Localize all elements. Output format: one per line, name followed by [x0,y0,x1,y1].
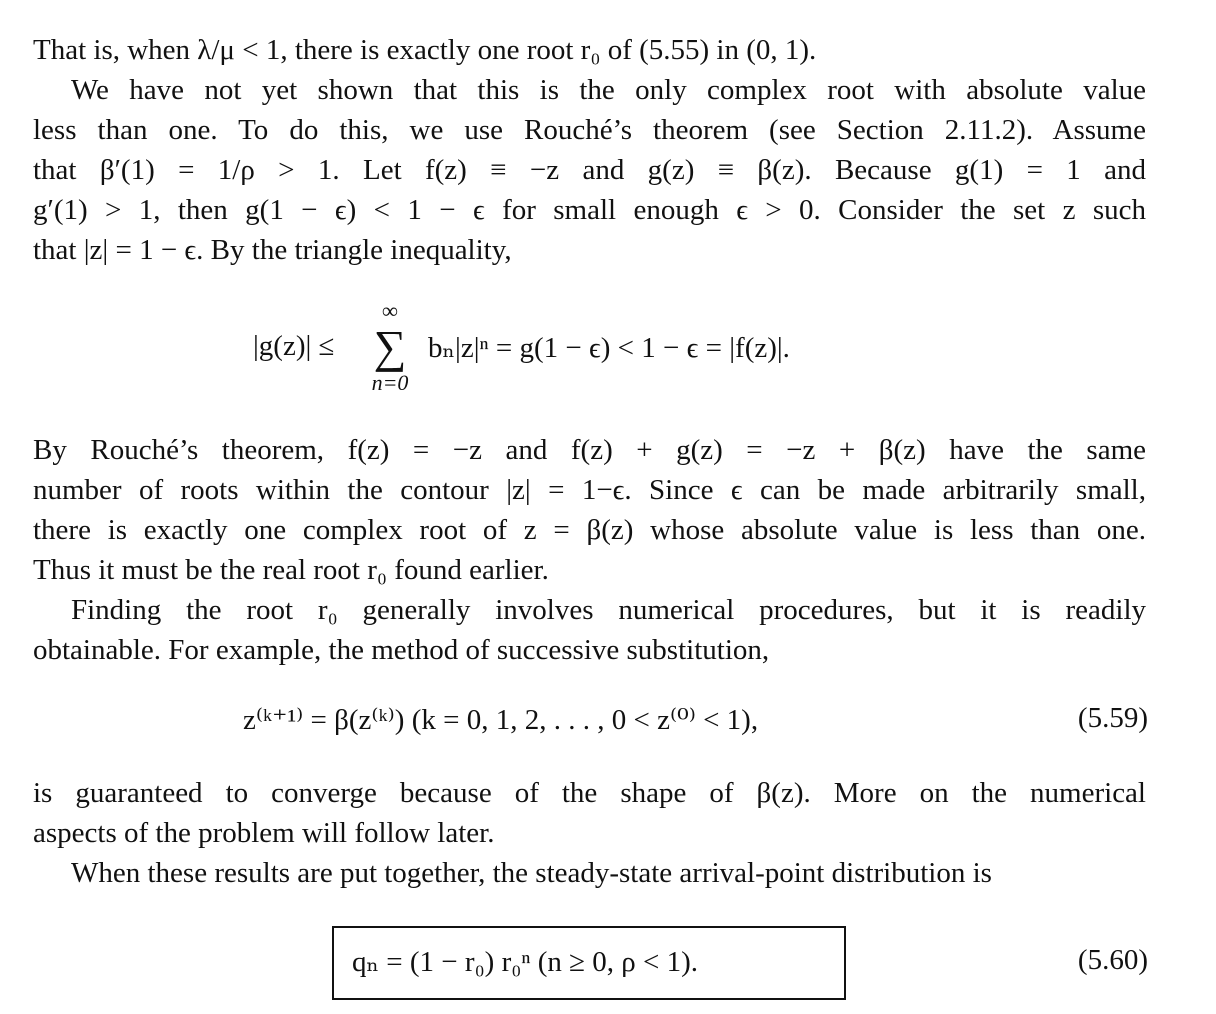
text-line: We have not yet shown that this is the only complex root with absolute value [71,74,1146,106]
paragraph-2 [33,70,1146,270]
text-line: aspects of the problem will follow later. [33,817,495,849]
text-line: less than one. To do this, we use Rouché’s theorem (see Section 2.11.2). Assume [33,114,1146,146]
text-line: is guaranteed to converge because of the shape of β(z). More on the numerical [33,777,1146,809]
text-line: Thus it must be the real root r₀ found earlier. [33,554,549,586]
text-line: there is exactly one complex root of z = β(z) whose absolute value is less than one. [33,514,1146,546]
text-line: obtainable. For example, the method of successive substitution, [33,634,770,666]
text-line: When these results are put together, the steady-state arrival-point distribution is [71,857,992,889]
summation-upper-limit: ∞ [382,298,398,323]
text-line: Finding the root r₀ generally involves numerical procedures, but it is readily [71,594,1146,626]
text-line: that β′(1) = 1/ρ > 1. Let f(z) ≡ −z and g(z) ≡ β(z). Because g(1) = 1 and [33,154,1146,186]
equation-5-60: qₙ = (1 − r₀) r₀ⁿ (n ≥ 0, ρ < 1). [352,946,699,978]
paragraph-1 [33,30,1146,70]
summation-operator [360,300,420,394]
paragraph-5 [33,773,1146,853]
paragraph-4 [33,590,1146,670]
equation-number-5-60: (5.60) [1077,944,1148,976]
triangle-inequality-lhs: |g(z)| ≤ [253,330,335,362]
paragraph-3 [33,430,1146,590]
paragraph-6 [33,853,1146,893]
summation-sigma: ∑ [373,321,407,372]
text-line: that |z| = 1 − ϵ. By the triangle inequality, [33,234,512,266]
equation-number-5-59: (5.59) [1077,702,1148,734]
text-line: number of roots within the contour |z| = 1−ϵ. Since ϵ can be made arbitrarily small, [33,474,1146,506]
equation-5-59: z⁽ᵏ⁺¹⁾ = β(z⁽ᵏ⁾) (k = 0, 1, 2, . . . , 0 < z⁽⁰⁾ < 1), [243,704,759,736]
text-line: By Rouché’s theorem, f(z) = −z and f(z) + g(z) = −z + β(z) have the same [33,434,1146,466]
text-line: g′(1) > 1, then g(1 − ϵ) < 1 − ϵ for small enough ϵ > 0. Consider the set z such [33,194,1146,226]
summation-lower-limit: n=0 [371,370,409,395]
triangle-inequality-rhs: bₙ|z|ⁿ = g(1 − ϵ) < 1 − ϵ = |f(z)|. [428,332,790,364]
text-line: That is, when λ/μ < 1, there is exactly one root r₀ of (5.55) in (0, 1). [33,34,817,66]
